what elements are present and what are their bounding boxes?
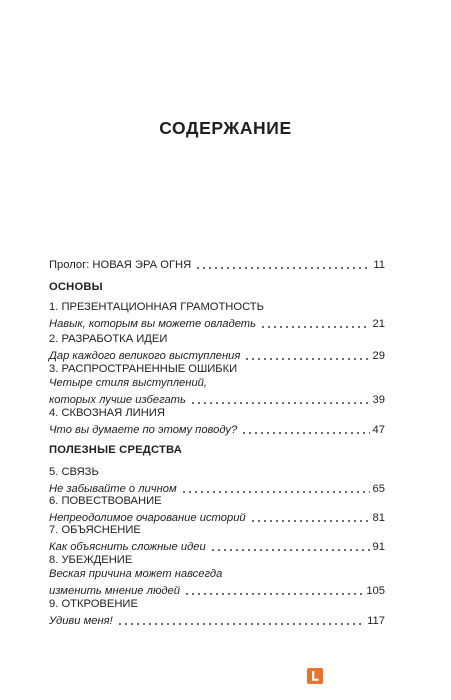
publisher-logo-icon <box>307 668 323 684</box>
toc-chapter-subtitle: Непреодолимое очарование историй <box>49 512 246 524</box>
toc-chapter-7[interactable] <box>49 538 385 554</box>
toc-chapter-5[interactable] <box>49 480 385 496</box>
toc-chapter-4-title[interactable]: 4. СКВОЗНАЯ ЛИНИЯ <box>49 407 165 419</box>
toc-page-number: 11 <box>373 259 385 271</box>
toc-chapter-1[interactable] <box>49 315 385 331</box>
dot-leader <box>244 358 369 360</box>
dot-leader <box>181 491 370 493</box>
toc-chapter-subtitle: Как объяснить сложные идеи <box>49 541 206 553</box>
toc-page-number: 81 <box>372 512 385 524</box>
page-title: СОДЕРЖАНИЕ <box>159 118 292 138</box>
toc-chapter-2[interactable] <box>49 347 385 363</box>
toc-chapter-9-title[interactable]: 9. ОТКРОВЕНИЕ <box>49 598 138 610</box>
toc-page-number: 29 <box>372 350 385 362</box>
toc-chapter-6-title[interactable]: 6. ПОВЕСТВОВАНИЕ <box>49 495 162 507</box>
dot-leader <box>210 549 370 551</box>
toc-chapter-subtitle: Дар каждого великого выступления <box>49 350 241 362</box>
toc-chapter-1-title[interactable]: 1. ПРЕЗЕНТАЦИОННАЯ ГРАМОТНОСТЬ <box>49 301 264 313</box>
toc-chapter-3-subtitle-line1: Четыре стиля выступлений, <box>49 377 207 389</box>
toc-chapter-3-title[interactable]: 3. РАСПРОСТРАНЕННЫЕ ОШИБКИ <box>49 363 238 375</box>
dot-leader <box>241 432 369 434</box>
toc-chapter-subtitle: которых лучше избегать <box>49 394 186 406</box>
toc-chapter-subtitle: Не забывайте о личном <box>49 483 177 495</box>
toc-page-number: 47 <box>372 424 385 436</box>
toc-chapter-subtitle: Удиви меня! <box>49 615 113 627</box>
dot-leader <box>195 267 370 269</box>
dot-leader <box>250 520 370 522</box>
section-heading-basics: ОСНОВЫ <box>49 281 103 293</box>
toc-chapter-5-title[interactable]: 5. СВЯЗЬ <box>49 466 99 478</box>
toc-chapter-6[interactable] <box>49 509 385 525</box>
toc-page-number: 117 <box>367 615 385 627</box>
toc-page-number: 39 <box>372 394 385 406</box>
toc-prologue[interactable] <box>49 256 385 272</box>
dot-leader <box>190 402 370 404</box>
toc-chapter-4[interactable] <box>49 421 385 437</box>
toc-chapter-8[interactable] <box>49 582 385 598</box>
dot-leader <box>184 593 363 595</box>
logo-letter-icon <box>307 668 323 684</box>
dot-leader <box>260 326 370 328</box>
toc-chapter-2-title[interactable]: 2. РАЗРАБОТКА ИДЕИ <box>49 333 168 345</box>
toc-chapter-7-title[interactable]: 7. ОБЪЯСНЕНИЕ <box>49 524 141 536</box>
toc-chapter-subtitle: Навык, которым вы можете овладеть <box>49 318 256 330</box>
toc-page-number: 105 <box>366 585 385 597</box>
toc-page-number: 65 <box>372 483 385 495</box>
toc-chapter-subtitle: изменить мнение людей <box>49 585 180 597</box>
toc-chapter-3[interactable] <box>49 391 385 407</box>
toc-chapter-8-title[interactable]: 8. УБЕЖДЕНИЕ <box>49 554 133 566</box>
toc-chapter-9[interactable] <box>49 612 385 628</box>
toc-page-number: 21 <box>372 318 385 330</box>
toc-chapter-8-subtitle-line1: Веская причина может навсегда <box>49 568 223 580</box>
toc-chapter-subtitle: Что вы думаете по этому поводу? <box>49 424 238 436</box>
toc-page-number: 91 <box>372 541 385 553</box>
toc-prologue-label: Пролог: НОВАЯ ЭРА ОГНЯ <box>49 259 192 271</box>
dot-leader <box>117 623 364 625</box>
section-heading-tools: ПОЛЕЗНЫЕ СРЕДСТВА <box>49 444 182 456</box>
